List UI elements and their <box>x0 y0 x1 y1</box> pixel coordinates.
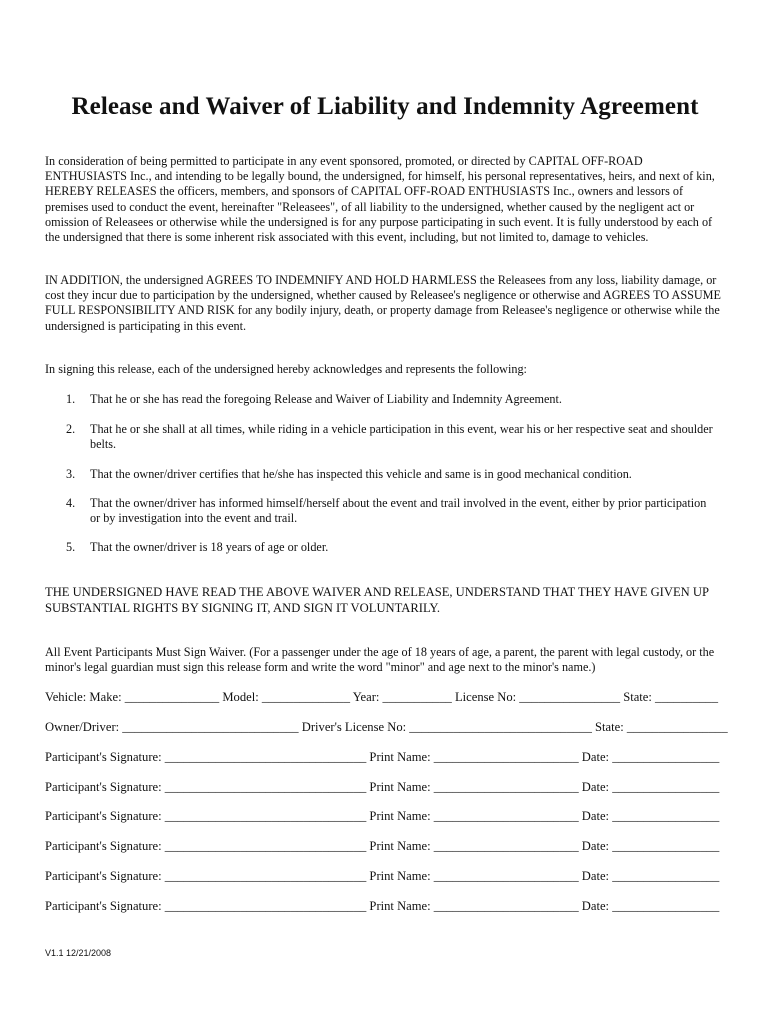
participant-signature-row[interactable]: Participant's Signature: ________________________________ Print Name: _______________________ Date: _________________ <box>45 839 720 853</box>
release-paragraph: In consideration of being permitted to participate in any event sponsored, promoted, or directed by CAPITAL OFF-ROAD ENTHUSIASTS Inc., and intending to be legally bound, the undersigned, for himself, his personal representatives, heirs, and next of kin, HEREBY RELEASES the officers, members, and sponsors of CAPITAL OFF-ROAD ENTHUSIASTS Inc., owners and lessors of premises used to conduct the event, hereinafter "Releasees", of all liability to the undersigned, whether caused by the negligent act or omission of Releasees or otherwise while the undersigned is for any purpose participating in such event. It is fully understood by each of the undersigned that there is some inherent risk associated with this event, including, but not limited to, damage to vehicles. <box>45 154 715 245</box>
owner-driver-row[interactable]: Owner/Driver: ____________________________ Driver's License No: _____________________________ State: ________________ <box>45 720 728 734</box>
list-item-text: That the owner/driver has informed himself/herself about the event and trail involved in the event, either by prior participation or by investigation into the event and trail. <box>90 496 707 526</box>
list-item-number: 2. <box>66 422 76 436</box>
voluntary-signing-statement: THE UNDERSIGNED HAVE READ THE ABOVE WAIVER AND RELEASE, UNDERSTAND THAT THEY HAVE GIVEN UP SUBSTANTIAL RIGHTS BY SIGNING IT, AND SIGN IT VOLUNTARILY. <box>45 585 709 615</box>
list-item-number: 5. <box>66 540 76 554</box>
list-item-text: That the owner/driver is 18 years of age or older. <box>90 540 329 554</box>
list-item-text: That he or she has read the foregoing Release and Waiver of Liability and Indemnity Agreement. <box>90 392 562 406</box>
participant-signature-row[interactable]: Participant's Signature: ________________________________ Print Name: _______________________ Date: _________________ <box>45 780 720 794</box>
list-item-number: 3. <box>66 467 76 481</box>
participant-signature-row[interactable]: Participant's Signature: ________________________________ Print Name: _______________________ Date: _________________ <box>45 750 720 764</box>
participant-signature-row[interactable]: Participant's Signature: ________________________________ Print Name: _______________________ Date: _________________ <box>45 809 720 823</box>
document-title: Release and Waiver of Liability and Indemnity Agreement <box>71 93 699 120</box>
indemnity-paragraph: IN ADDITION, the undersigned AGREES TO INDEMNIFY AND HOLD HARMLESS the Releasees from any loss, liability damage, or cost they incur due to participation by the undersigned, whether caused by Releasee's negligence or otherwise and AGREES TO ASSUME FULL RESPONSIBILITY AND RISK for any bodily injury, death, or property damage from Releasee's negligence or otherwise while the undersigned is participating in this event. <box>45 273 721 333</box>
list-item-text: That he or she shall at all times, while riding in a vehicle participation in this event, wear his or her respective seat and shoulder belts. <box>90 422 713 452</box>
participant-signature-row[interactable]: Participant's Signature: ________________________________ Print Name: _______________________ Date: _________________ <box>45 869 720 883</box>
version-footer: V1.1 12/21/2008 <box>45 948 112 958</box>
list-item-number: 1. <box>66 392 76 406</box>
participant-instructions: All Event Participants Must Sign Waiver. (For a passenger under the age of 18 years of age, a parent, the parent with legal custody, or the minor's legal guardian must sign this release form and write the word "minor" and age next to the minor's name.) <box>45 645 715 675</box>
list-item-number: 4. <box>66 496 76 510</box>
vehicle-info-row[interactable]: Vehicle: Make: _______________ Model: ______________ Year: ___________ License No: ________________ State: __________ <box>45 690 719 704</box>
participant-signature-row[interactable]: Participant's Signature: ________________________________ Print Name: _______________________ Date: _________________ <box>45 899 720 913</box>
list-item-text: That the owner/driver certifies that he/she has inspected this vehicle and same is in good mechanical condition. <box>90 467 632 481</box>
acknowledgement-intro: In signing this release, each of the undersigned hereby acknowledges and represents the following: <box>45 362 527 376</box>
